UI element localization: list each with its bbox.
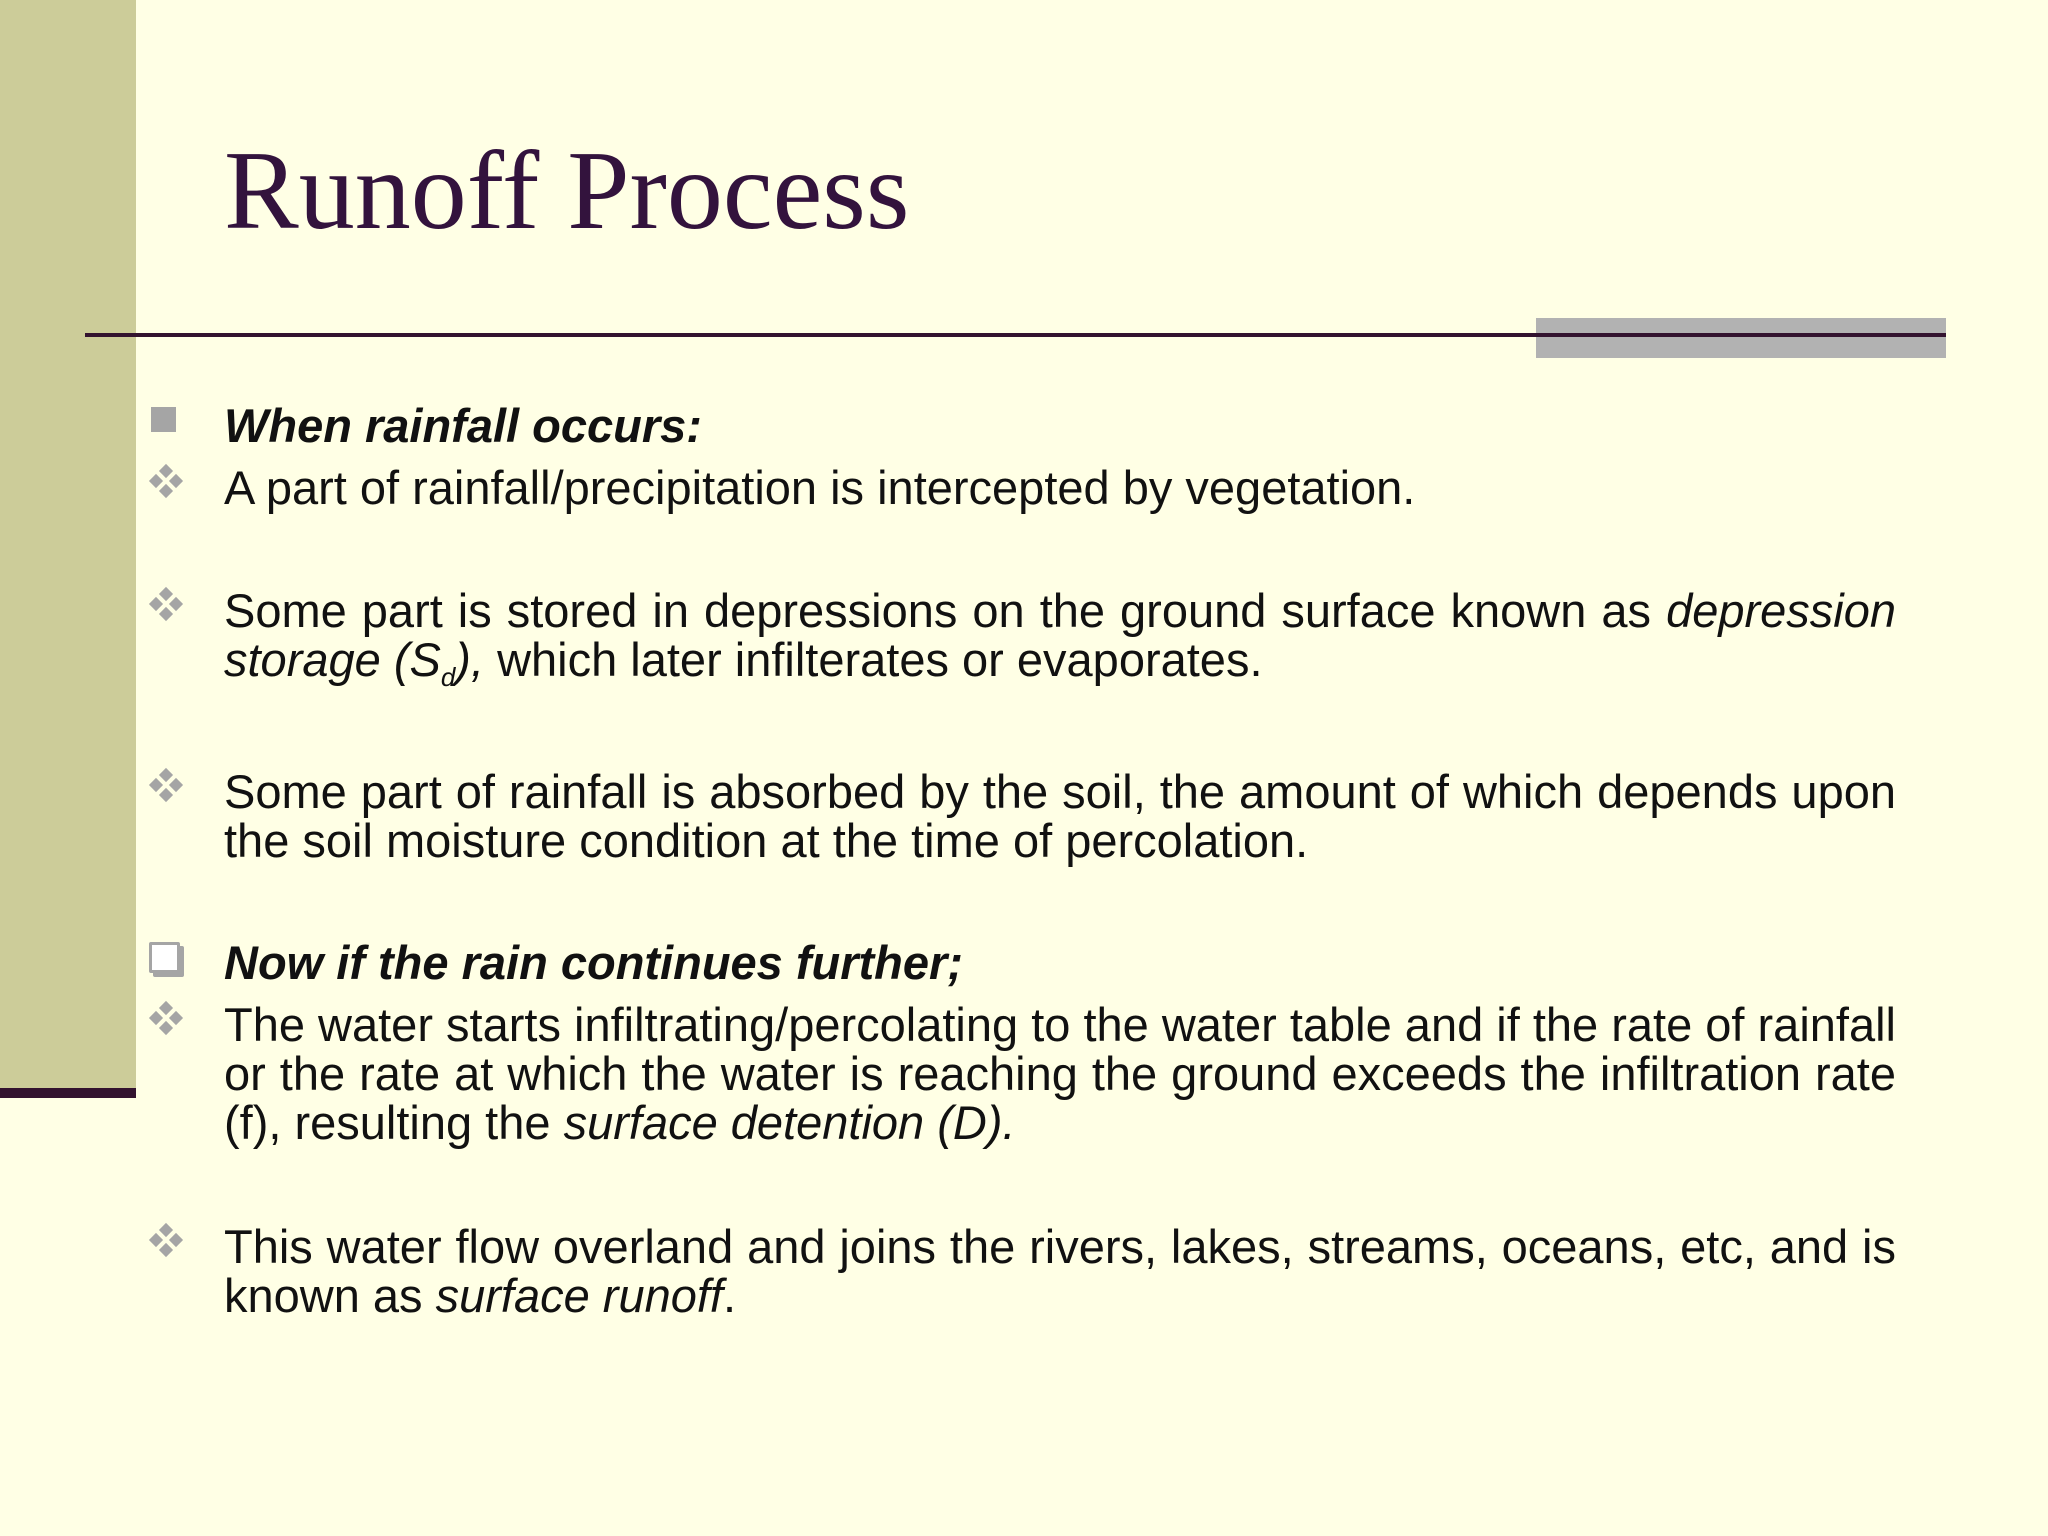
bullet-text-a: The water starts infiltrating/percolating to the water table and if the rate of rainfall or the rate at which the water is reaching the ground exceeds the infiltration rate (f), resulting the: [224, 998, 1896, 1149]
heading-text: When rainfall occurs:: [224, 399, 702, 452]
hollow-square-icon: [148, 938, 188, 987]
bullet-text-a: This water flow overland and joins the rivers, lakes, streams, oceans, etc, and is known as: [224, 1220, 1896, 1322]
filled-square-icon: [148, 401, 188, 450]
bullet-infiltration: [224, 1000, 1896, 1147]
bullet-text: Some part of rainfall is absorbed by the soil, the amount of which depends upon the soil moisture condition at the time of percolation.: [224, 765, 1896, 867]
term-surface-detention: surface detention (D).: [563, 1096, 1016, 1149]
four-diamond-icon: [148, 1222, 188, 1271]
four-diamond-icon: [148, 1000, 188, 1049]
term-surface-runoff: surface runoff: [435, 1269, 723, 1322]
term-depression-storage: depression storage $(S_d)$,: [224, 584, 1896, 692]
four-diamond-icon: [148, 767, 188, 816]
four-diamond-icon: [148, 586, 188, 635]
slide-title: Runoff Process: [224, 129, 910, 253]
bullet-interception: [224, 463, 1896, 512]
bullet-surface-runoff: [224, 1222, 1896, 1320]
four-diamond-icon: [148, 463, 188, 512]
bullet-soil-absorption: [224, 767, 1896, 865]
bullet-text: A part of rainfall/precipitation is intercepted by vegetation.: [224, 461, 1416, 514]
heading-rain-continues: [224, 938, 1896, 987]
heading-when-rainfall: [224, 401, 1896, 450]
bullet-depression-storage: [224, 584, 1896, 692]
heading-text: Now if the rain continues further;: [224, 936, 963, 989]
bullet-text-b: .: [723, 1269, 737, 1322]
bullet-text-a: Some part is stored in depressions on the ground surface known as: [224, 584, 1667, 637]
bullet-text-b: which later infilterates or evaporates.: [484, 633, 1263, 686]
